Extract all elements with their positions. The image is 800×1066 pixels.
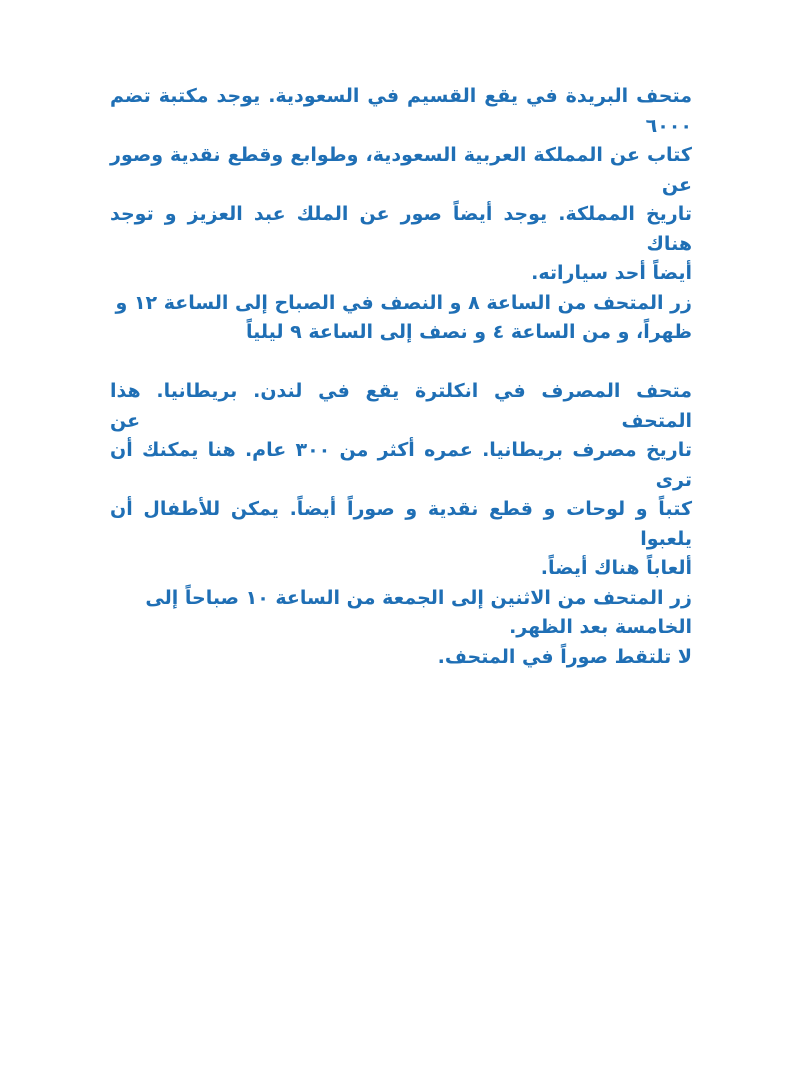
paragraph-spacer [110,348,692,378]
text-line: متحف البريدة في يقع القسيم في السعودية. يوجد مكتبة تضم ٦٠٠٠ [110,85,692,137]
text-line: كتاب عن المملكة العربية السعودية، وطوابع وقطع نقدية وصور عن [110,144,692,196]
hours-line: ظهراً، و من الساعة ٤ و نصف إلى الساعة ٩ ليلياً [246,321,692,343]
text-line: تاريخ المملكة. يوجد أيضاً صور عن الملك عبد العزيز و توجد هناك [110,203,692,255]
hours-line: زر المتحف من الساعة ٨ و النصف في الصباح إلى الساعة ١٢ و [115,291,692,314]
text-line: تاريخ مصرف بريطانيا. عمره أكثر من ٣٠٠ عام. هنا يمكنك أن ترى [110,439,692,491]
text-line: متحف المصرف في انكلترة يقع في لندن. بريطانيا. هذا المتحف عن [110,380,692,432]
hours-line: الخامسة بعد الظهر. [509,616,692,638]
document-body [110,82,692,672]
hours-line: زر المتحف من الاثنين إلى الجمعة من الساعة ١٠ صباحاً إلى [145,586,692,609]
rule-line: لا تلتقط صوراً في المتحف. [437,645,692,668]
text-line: كتباً و لوحات و قطع نقدية و صوراً أيضاً. يمكن للأطفال أن يلعبوا [110,498,692,550]
paragraph-bank-museum [110,377,692,672]
paragraph-post-museum [110,82,692,348]
text-line: أيضاً أحد سياراته. [531,262,692,284]
text-line: ألعاباً هناك أيضاً. [540,557,692,579]
